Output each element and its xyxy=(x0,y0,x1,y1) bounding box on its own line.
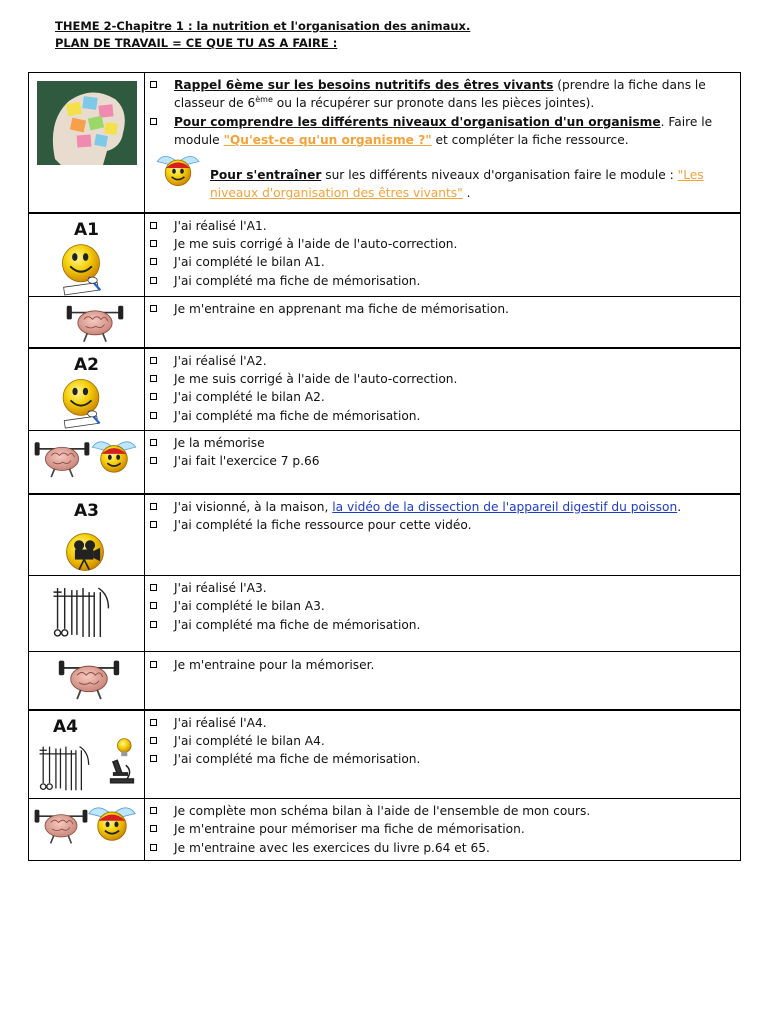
task-text: J'ai complété le bilan A4. xyxy=(174,733,325,748)
a3-practice-row xyxy=(29,652,741,710)
task-text: J'ai réalisé l'A2. xyxy=(174,353,267,368)
checkbox[interactable] xyxy=(150,719,157,726)
checkbox[interactable] xyxy=(150,222,157,229)
a3-practice-cell xyxy=(145,652,741,710)
train-end: . xyxy=(462,186,471,201)
checkbox[interactable] xyxy=(150,240,157,247)
work-plan-table xyxy=(28,72,741,861)
flying-smiley-icon xyxy=(89,437,139,475)
task-item xyxy=(150,370,736,388)
task-item xyxy=(150,253,736,271)
a3-tools-icon-cell xyxy=(29,576,145,652)
task-text: J'ai visionné, à la maison, xyxy=(174,499,333,514)
checkbox[interactable] xyxy=(150,277,157,284)
dissection-tools-icon xyxy=(51,584,113,640)
task-text-end: . xyxy=(677,499,682,514)
a3-icon-cell xyxy=(29,494,145,576)
intro-item-organisation xyxy=(150,113,736,150)
reminder-bold-text: Rappel 6ème sur les besoins nutritifs des êtres vivants xyxy=(174,78,554,92)
checkbox[interactable] xyxy=(150,439,157,446)
task-text: J'ai complété la fiche ressource pour cette vidéo. xyxy=(174,517,472,532)
intro-tasks-cell xyxy=(145,73,741,213)
task-text: J'ai réalisé l'A1. xyxy=(174,218,267,233)
brain-weights-icon xyxy=(33,437,91,479)
a2-row xyxy=(29,348,741,431)
task-text: J'ai réalisé l'A3. xyxy=(174,581,267,595)
a1-label: A1 xyxy=(74,219,99,240)
smiley-writing-icon xyxy=(55,375,107,431)
smiley-writing-icon xyxy=(55,240,107,298)
task-item xyxy=(150,732,736,750)
a2-icon-cell xyxy=(29,348,145,431)
flying-smiley-icon xyxy=(85,803,139,843)
brain-weights-icon xyxy=(33,805,89,845)
a3-video-cell xyxy=(145,494,741,576)
task-item xyxy=(150,388,736,406)
task-item xyxy=(150,616,736,634)
task-item xyxy=(150,579,736,597)
a1-practice-row xyxy=(29,297,741,348)
checkbox[interactable] xyxy=(150,521,157,528)
a1-icon-cell xyxy=(29,213,145,297)
train-text: sur les différents niveaux d'organisation faire le module : xyxy=(321,167,678,182)
task-item xyxy=(150,656,736,674)
task-text: Je m'entraine en apprenant ma fiche de mémorisation. xyxy=(174,302,509,316)
a4-label: A4 xyxy=(53,716,78,737)
task-item xyxy=(150,407,736,425)
a1-practice-cell xyxy=(145,297,741,348)
intro-icon-cell xyxy=(29,73,145,213)
microscope-icon xyxy=(103,735,141,791)
a4-practice-icon-cell xyxy=(29,799,145,861)
dissection-tools-icon xyxy=(37,743,93,793)
intro-row xyxy=(29,73,741,213)
task-item xyxy=(150,820,736,838)
a2-practice-icon-cell xyxy=(29,431,145,494)
checkbox[interactable] xyxy=(150,81,157,88)
checkbox[interactable] xyxy=(150,602,157,609)
checkbox[interactable] xyxy=(150,375,157,382)
brain-notes-image xyxy=(37,81,137,165)
intro-item-reminder xyxy=(150,76,736,113)
a3-row xyxy=(29,494,741,576)
task-item xyxy=(150,597,736,615)
task-text: J'ai complété le bilan A2. xyxy=(174,390,325,405)
task-text: J'ai complété le bilan A3. xyxy=(174,599,325,614)
checkbox[interactable] xyxy=(150,584,157,591)
a4-row xyxy=(29,710,741,799)
brain-weights-icon xyxy=(65,300,125,344)
checkbox[interactable] xyxy=(150,844,157,851)
a1-row xyxy=(29,213,741,297)
a2-practice-cell xyxy=(145,431,741,494)
a4-practice-row xyxy=(29,799,741,861)
checkbox[interactable] xyxy=(150,807,157,814)
task-item xyxy=(150,839,736,857)
task-text: Je me suis corrigé à l'aide de l'auto-correction. xyxy=(174,371,458,386)
checkbox[interactable] xyxy=(150,305,157,312)
task-item xyxy=(150,750,736,768)
task-text: J'ai fait l'exercice 7 p.66 xyxy=(174,454,320,469)
task-text: Je me suis corrigé à l'aide de l'auto-correction. xyxy=(174,236,458,251)
checkbox[interactable] xyxy=(150,393,157,400)
checkbox[interactable] xyxy=(150,503,157,510)
checkbox[interactable] xyxy=(150,825,157,832)
dissection-video-link[interactable]: la vidéo de la dissection de l'appareil digestif du poisson xyxy=(332,499,678,514)
task-text: J'ai réalisé l'A4. xyxy=(174,715,267,730)
a1-practice-icon-cell xyxy=(29,297,145,348)
reminder-text-a: (prendre la fiche dans le classeur de 6 xyxy=(174,78,706,111)
task-item xyxy=(150,452,736,470)
checkbox[interactable] xyxy=(150,661,157,668)
a1-tasks-cell xyxy=(145,213,741,297)
organisation-text-a: . Faire le module xyxy=(174,114,713,148)
a2-label: A2 xyxy=(74,354,99,375)
checkbox[interactable] xyxy=(150,621,157,628)
task-text: Je m'entraine pour la mémoriser. xyxy=(174,658,375,672)
task-item xyxy=(150,434,736,452)
checkbox[interactable] xyxy=(150,357,157,364)
task-text: Je complète mon schéma bilan à l'aide de l'ensemble de mon cours. xyxy=(174,804,591,818)
task-text: J'ai complété ma fiche de mémorisation. xyxy=(174,617,421,632)
organism-module-link[interactable]: "Qu'est-ce qu'un organisme ?" xyxy=(223,133,432,148)
intro-train xyxy=(150,152,736,203)
checkbox[interactable] xyxy=(150,118,157,125)
task-item xyxy=(150,498,736,516)
reminder-sup: ème xyxy=(255,95,273,105)
a4-tasks-cell xyxy=(145,710,741,799)
a4-icon-cell xyxy=(29,710,145,799)
levels-module-link[interactable]: "Les niveaux d'organisation des êtres vivants" xyxy=(210,167,704,201)
task-item xyxy=(150,516,736,534)
task-item xyxy=(150,272,736,290)
a2-tasks-cell xyxy=(145,348,741,431)
video-camera-icon xyxy=(63,531,107,573)
task-item xyxy=(150,217,736,235)
a3-label: A3 xyxy=(74,500,99,521)
a3-tasks-cell xyxy=(145,576,741,652)
task-text: Je m'entraine pour mémoriser ma fiche de mémorisation. xyxy=(174,822,525,837)
task-item xyxy=(150,352,736,370)
theme-title: THEME 2-Chapitre 1 : la nutrition et l'organisation des animaux. xyxy=(55,19,471,33)
a4-practice-cell xyxy=(145,799,741,861)
task-text: J'ai complété ma fiche de mémorisation. xyxy=(174,273,421,288)
work-plan-title: PLAN DE TRAVAIL = CE QUE TU AS A FAIRE : xyxy=(55,36,338,50)
task-text: J'ai complété ma fiche de mémorisation. xyxy=(174,752,421,767)
task-item xyxy=(150,300,736,318)
a2-practice-row xyxy=(29,431,741,494)
task-item xyxy=(150,235,736,253)
task-text: Je la mémorise xyxy=(174,436,265,450)
a3-tasks-row xyxy=(29,576,741,652)
checkbox[interactable] xyxy=(150,755,157,762)
organisation-bold-text: Pour comprendre les différents niveaux d'organisation d'un organisme xyxy=(174,114,661,129)
train-bold-text: Pour s'entraîner xyxy=(210,167,322,182)
task-text: J'ai complété le bilan A1. xyxy=(174,255,325,270)
checkbox[interactable] xyxy=(150,457,157,464)
task-item xyxy=(150,802,736,820)
task-item xyxy=(150,714,736,732)
checkbox[interactable] xyxy=(150,412,157,419)
reminder-text-b: ou la récupérer sur pronote dans les pièces jointes). xyxy=(272,96,595,111)
checkbox[interactable] xyxy=(150,737,157,744)
flying-smiley-icon xyxy=(152,152,204,188)
checkbox[interactable] xyxy=(150,258,157,265)
task-text: J'ai complété ma fiche de mémorisation. xyxy=(174,408,421,423)
organisation-text-b: et compléter la fiche ressource. xyxy=(431,133,629,148)
a3-practice-icon-cell xyxy=(29,652,145,710)
brain-weights-icon xyxy=(57,654,121,702)
page-header xyxy=(55,18,470,52)
task-text: Je m'entraine avec les exercices du livre p.64 et 65. xyxy=(174,840,490,855)
